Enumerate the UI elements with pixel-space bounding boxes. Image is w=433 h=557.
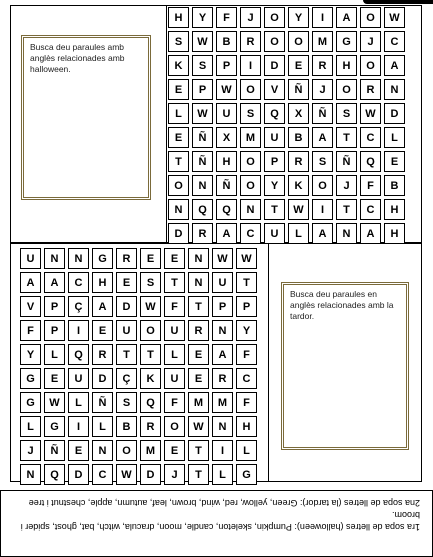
halloween-letter-cell: V [264,79,285,100]
halloween-letter-cell: B [216,31,237,52]
halloween-letter-cell: F [360,175,381,196]
autumn-letter-cell: I [212,440,233,461]
autumn-letter-cell: N [188,272,209,293]
autumn-letter-cell: L [236,440,257,461]
halloween-letter-cell: R [288,151,309,172]
bottom-panel-divider [268,243,269,482]
autumn-letter-cell: A [92,296,113,317]
autumn-word-search-grid [20,248,257,485]
halloween-letter-cell: Q [192,199,213,220]
autumn-letter-cell: R [188,320,209,341]
autumn-letter-cell: E [164,248,185,269]
autumn-letter-cell: Ñ [44,440,65,461]
autumn-letter-cell: W [188,416,209,437]
autumn-letter-cell: U [212,272,233,293]
halloween-letter-cell: U [264,127,285,148]
autumn-letter-cell: U [164,320,185,341]
autumn-letter-cell: N [68,248,89,269]
halloween-letter-cell: H [216,151,237,172]
autumn-letter-cell: H [236,416,257,437]
halloween-letter-cell: H [336,55,357,76]
autumn-letter-cell: W [236,248,257,269]
autumn-letter-cell: L [20,416,41,437]
halloween-letter-cell: T [264,199,285,220]
halloween-letter-cell: L [384,127,405,148]
halloween-letter-cell: A [312,127,333,148]
halloween-letter-cell: S [240,103,261,124]
autumn-letter-cell: U [20,248,41,269]
autumn-letter-cell: L [68,392,89,413]
autumn-letter-cell: W [140,296,161,317]
halloween-letter-cell: E [168,79,189,100]
halloween-letter-cell: J [336,175,357,196]
halloween-letter-cell: O [360,7,381,28]
autumn-letter-cell: G [20,392,41,413]
autumn-letter-cell: F [20,320,41,341]
halloween-letter-cell: Y [264,175,285,196]
autumn-letter-cell: Y [20,344,41,365]
autumn-letter-cell: D [92,368,113,389]
halloween-letter-cell: C [384,31,405,52]
autumn-letter-cell: D [140,464,161,485]
autumn-letter-cell: N [44,248,65,269]
autumn-letter-cell: F [236,344,257,365]
halloween-letter-cell: T [336,127,357,148]
halloween-letter-cell: R [360,79,381,100]
autumn-letter-cell: M [188,392,209,413]
answer-key-box [0,490,433,557]
halloween-letter-cell: X [288,103,309,124]
autumn-letter-cell: E [140,248,161,269]
halloween-letter-cell: N [192,175,213,196]
autumn-letter-cell: A [212,344,233,365]
halloween-letter-cell: Q [216,199,237,220]
halloween-letter-cell: O [288,31,309,52]
autumn-letter-cell: W [44,392,65,413]
autumn-letter-cell: P [236,296,257,317]
autumn-letter-cell: W [116,464,137,485]
halloween-letter-cell: A [384,55,405,76]
halloween-letter-cell: P [192,79,213,100]
autumn-letter-cell: M [212,392,233,413]
autumn-letter-cell: P [44,320,65,341]
autumn-letter-cell: Ç [68,296,89,317]
autumn-letter-cell: C [92,464,113,485]
halloween-letter-cell: N [384,79,405,100]
autumn-letter-cell: B [116,416,137,437]
autumn-letter-cell: R [116,248,137,269]
halloween-letter-cell: E [168,127,189,148]
autumn-letter-cell: P [212,296,233,317]
halloween-letter-cell: M [312,31,333,52]
autumn-letter-cell: R [92,344,113,365]
halloween-letter-cell: J [312,79,333,100]
autumn-letter-cell: A [20,272,41,293]
autumn-letter-cell: G [44,416,65,437]
autumn-letter-cell: E [44,368,65,389]
halloween-letter-cell: W [192,103,213,124]
halloween-letter-cell: H [384,223,405,244]
autumn-letter-cell: U [68,368,89,389]
halloween-instructions-box [21,35,151,200]
halloween-instructions-text: Busca deu paraules amb anglès relacionades amb halloween. [30,42,125,74]
halloween-letter-cell: J [360,31,381,52]
autumn-letter-cell: N [212,320,233,341]
halloween-letter-cell: R [312,55,333,76]
autumn-letter-cell: E [68,440,89,461]
halloween-letter-cell: S [336,103,357,124]
halloween-letter-cell: O [264,31,285,52]
autumn-letter-cell: Q [44,464,65,485]
halloween-letter-cell: G [336,31,357,52]
autumn-instructions-text: Busca deu paraules en anglès relacionades amb la tardor. [290,289,394,321]
halloween-letter-cell: E [384,151,405,172]
autumn-letter-cell: R [212,368,233,389]
autumn-letter-cell: O [140,320,161,341]
halloween-letter-cell: A [216,223,237,244]
halloween-letter-cell: W [288,199,309,220]
halloween-letter-cell: D [384,103,405,124]
halloween-letter-cell: T [336,199,357,220]
halloween-letter-cell: U [264,223,285,244]
autumn-letter-cell: N [92,440,113,461]
autumn-letter-cell: P [44,296,65,317]
autumn-letter-cell: L [44,344,65,365]
autumn-letter-cell: J [164,464,185,485]
halloween-letter-cell: O [168,175,189,196]
halloween-letter-cell: W [192,31,213,52]
autumn-letter-cell: R [140,416,161,437]
halloween-letter-cell: M [240,127,261,148]
autumn-letter-cell: C [68,272,89,293]
halloween-word-search-grid [168,7,405,244]
halloween-letter-cell: S [192,55,213,76]
autumn-letter-cell: F [164,392,185,413]
halloween-letter-cell: L [168,103,189,124]
halloween-letter-cell: R [192,223,213,244]
autumn-letter-cell: F [164,296,185,317]
halloween-letter-cell: A [360,223,381,244]
halloween-letter-cell: H [384,199,405,220]
halloween-letter-cell: K [288,175,309,196]
autumn-letter-cell: T [188,464,209,485]
halloween-letter-cell: O [240,79,261,100]
halloween-letter-cell: R [240,31,261,52]
halloween-letter-cell: O [240,151,261,172]
halloween-letter-cell: K [168,55,189,76]
halloween-letter-cell: N [168,199,189,220]
halloween-letter-cell: I [312,199,333,220]
halloween-letter-cell: S [168,31,189,52]
halloween-letter-cell: Q [264,103,285,124]
halloween-letter-cell: N [336,223,357,244]
halloween-letter-cell: C [360,199,381,220]
autumn-letter-cell: E [92,320,113,341]
halloween-letter-cell: Ñ [216,175,237,196]
autumn-letter-cell: Ñ [92,392,113,413]
halloween-letter-cell: W [360,103,381,124]
autumn-letter-cell: C [236,368,257,389]
halloween-letter-cell: P [216,55,237,76]
autumn-letter-cell: S [140,272,161,293]
autumn-letter-cell: T [140,344,161,365]
autumn-letter-cell: W [212,248,233,269]
halloween-letter-cell: D [264,55,285,76]
halloween-letter-cell: L [288,223,309,244]
autumn-letter-cell: T [116,344,137,365]
autumn-letter-cell: T [188,440,209,461]
autumn-instructions-box [281,282,409,450]
halloween-letter-cell: X [216,127,237,148]
autumn-letter-cell: G [20,368,41,389]
autumn-letter-cell: Ç [116,368,137,389]
autumn-letter-cell: G [92,248,113,269]
halloween-letter-cell: O [264,7,285,28]
autumn-letter-cell: L [92,416,113,437]
autumn-letter-cell: N [20,464,41,485]
autumn-letter-cell: T [236,272,257,293]
halloween-letter-cell: O [240,175,261,196]
halloween-letter-cell: I [312,7,333,28]
autumn-letter-cell: I [68,416,89,437]
autumn-letter-cell: O [164,416,185,437]
halloween-letter-cell: N [240,199,261,220]
autumn-letter-cell: L [164,344,185,365]
autumn-letter-cell: Q [68,344,89,365]
autumn-letter-cell: E [164,440,185,461]
halloween-letter-cell: Ñ [192,151,213,172]
autumn-letter-cell: O [116,440,137,461]
autumn-letter-cell: A [44,272,65,293]
halloween-letter-cell: Ñ [336,151,357,172]
halloween-letter-cell: C [360,127,381,148]
autumn-letter-cell: I [68,320,89,341]
halloween-letter-cell: T [168,151,189,172]
autumn-letter-cell: U [116,320,137,341]
halloween-letter-cell: H [168,7,189,28]
halloween-letter-cell: B [288,127,309,148]
halloween-letter-cell: O [312,175,333,196]
autumn-letter-cell: U [164,368,185,389]
halloween-letter-cell: I [240,55,261,76]
top-panel-divider [166,5,167,243]
autumn-letter-cell: V [20,296,41,317]
halloween-letter-cell: P [264,151,285,172]
halloween-letter-cell: A [336,7,357,28]
halloween-letter-cell: Ñ [312,103,333,124]
autumn-letter-cell: D [68,464,89,485]
autumn-letter-cell: D [116,296,137,317]
autumn-letter-cell: L [212,464,233,485]
autumn-letter-cell: S [116,392,137,413]
halloween-letter-cell: Q [360,151,381,172]
halloween-letter-cell: D [168,223,189,244]
autumn-letter-cell: E [116,272,137,293]
autumn-letter-cell: T [188,296,209,317]
halloween-letter-cell: Y [192,7,213,28]
answer-key-text: 1ra sopa de lletres (halloween): Pumpkin, skeleton, candle, moon, dracula, witch, bat, ghost, spider i broom. 2na sopa de lletres (la tardor): Green, yellow, red, wind, brown, leaf, autumn, apple, chestnut i tree [20,498,420,532]
autumn-letter-cell: T [164,272,185,293]
halloween-letter-cell: A [312,223,333,244]
autumn-letter-cell: E [188,368,209,389]
autumn-letter-cell: M [140,440,161,461]
halloween-letter-cell: J [240,7,261,28]
autumn-letter-cell: K [140,368,161,389]
halloween-letter-cell: O [360,55,381,76]
halloween-letter-cell: W [216,79,237,100]
halloween-letter-cell: E [288,55,309,76]
halloween-letter-cell: W [384,7,405,28]
autumn-letter-cell: Q [140,392,161,413]
halloween-letter-cell: C [240,223,261,244]
halloween-letter-cell: Ñ [192,127,213,148]
autumn-letter-cell: J [20,440,41,461]
halloween-letter-cell: U [216,103,237,124]
autumn-letter-cell: N [188,248,209,269]
halloween-letter-cell: B [384,175,405,196]
halloween-letter-cell: F [216,7,237,28]
autumn-letter-cell: E [188,344,209,365]
halloween-letter-cell: Ñ [288,79,309,100]
autumn-letter-cell: H [92,272,113,293]
autumn-letter-cell: N [212,416,233,437]
halloween-letter-cell: S [312,151,333,172]
autumn-letter-cell: F [236,392,257,413]
page-corner-tab [363,0,433,4]
autumn-letter-cell: Y [236,320,257,341]
halloween-letter-cell: Y [288,7,309,28]
autumn-letter-cell: G [236,464,257,485]
halloween-letter-cell: O [336,79,357,100]
